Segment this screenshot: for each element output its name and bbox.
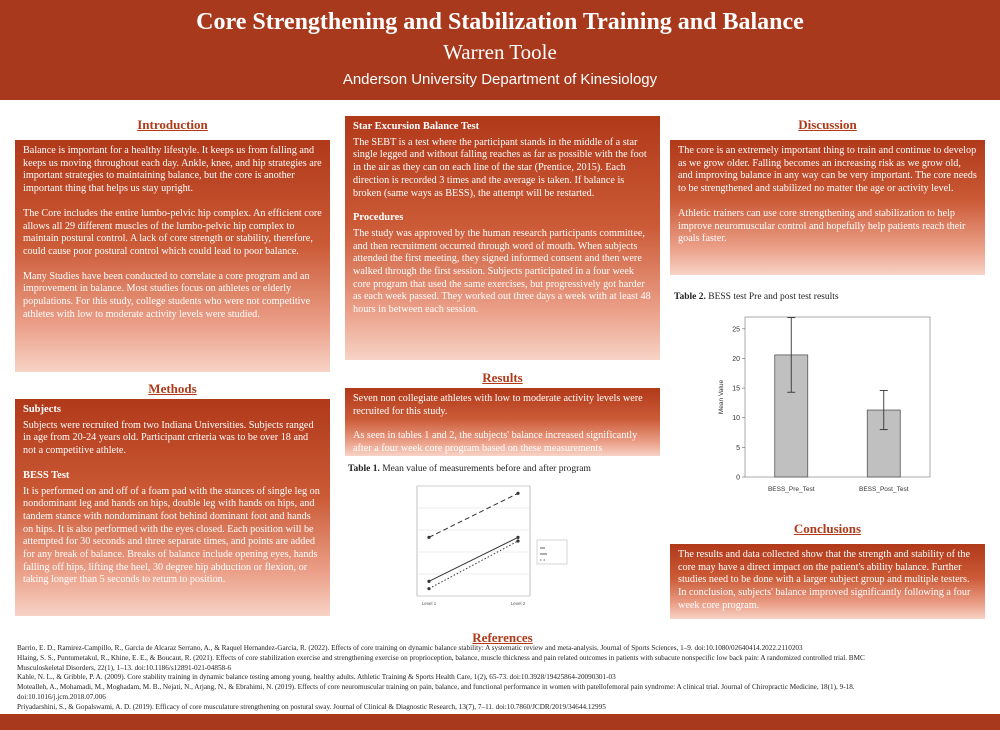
reference-item: Kahle, N. L., & Gribble, P. A. (2009). Core stability training in dynamic balance testing among young, healthy adults. Athletic Training & Sports Health Care, 1(2), 65-73. doi:10.3928/19425864-20090301-03 — [17, 673, 616, 682]
introduction-box — [15, 140, 330, 372]
discussion-box — [670, 140, 985, 275]
reference-item: Musculoskeletal Disorders, 22(1), 1–13. doi:10.1186/s12891-021-04858-6 — [17, 663, 232, 672]
star-title: Star Excursion Balance Test — [353, 121, 480, 132]
discussion-heading: Discussion — [798, 117, 857, 132]
intro-paragraph-1: Balance is important for a healthy lifestyle. It keeps us from falling and keeps us moving throughout each day. Ankle, knee, and hip strategies are important strategies to maintaining balance, but the core is another important thing that helps us stay upright. — [23, 145, 322, 195]
discussion-paragraph-1: The core is an extremely important thing to train and continue to develop as we grow older. Falling becomes an increasing risk as we grow old, and improving balance in any way can be very important. The core needs to be strengthened and stabilized no matter the age or activity level. — [678, 145, 977, 195]
poster-footer-bar — [0, 714, 1000, 730]
intro-paragraph-2: The Core includes the entire lumbo-pelvic hip complex. An efficient core allows all 29 different muscles of the lumbo-pelvic hip complex to maintain postural control. A lack of core strength or stability, therefore, could cause poor postural control which could lead to poor balance. — [23, 207, 322, 257]
table1-caption-text: Mean value of measurements before and after program — [382, 464, 591, 474]
chart1-x-tick-label: Level 1 — [421, 601, 437, 606]
reference-item: doi:10.1016/j.jcm.2018.07.006 — [17, 692, 106, 701]
poster-title: Core Strengthening and Stabilization Training and Balance — [196, 9, 804, 35]
references-list — [17, 644, 987, 713]
poster-header — [0, 0, 1000, 100]
table2-caption — [674, 292, 839, 302]
methods-box — [15, 399, 330, 616]
chart2-y-tick-label: 10 — [732, 415, 740, 423]
chart2-x-tick-label: BESS_Post_Test — [859, 486, 909, 493]
introduction-heading: Introduction — [137, 117, 208, 132]
references-heading: References — [472, 630, 533, 645]
chart2-y-tick-label: 25 — [732, 326, 740, 334]
procedures-title: Procedures — [353, 212, 404, 224]
reference-item: Hlaing, S. S., Puntumetakul, R., Khine, E. E., & Boucaut, R. (2021). Effects of core stabilization exercise and strengthening exercise on proprioception, balance, muscle thickness and pain related outcomes in patients with subacute nonspecific low back pain: A randomized controlled trial. BMC — [17, 653, 865, 662]
chart2-y-axis-label: Mean Value — [718, 379, 725, 415]
chart1-data-point — [427, 587, 430, 590]
results-text-1: Seven non collegiate athletes with low to moderate activity levels were recruited for this study. — [353, 393, 643, 417]
chart2-y-tick-label: 15 — [732, 385, 740, 393]
discussion-paragraph-2: Athletic trainers can use core strengthening and stabilization to help improve neuromuscular control and hopefully help patients reach their goals faster. — [678, 207, 966, 245]
table2-bar-chart — [700, 312, 940, 502]
reference-item: Motealleh, A., Mohamadi, M., Moghadam, M. B., Nejati, N., Arjang, N., & Ebrahimi, N. (2019). Effects of core neuromuscular training on pain, balance, and functional performance in women with patellofemoral pain syndrome: A clinical trial. Journal of Chiropractic Medicine, 18(1), 9-18. — [17, 683, 855, 692]
chart2-y-tick-label: 20 — [732, 355, 740, 363]
results-text-2: As seen in tables 1 and 2, the subjects' balance increased significantly after a four week core program based on these measurements — [353, 430, 638, 455]
table2-label: Table 2. — [674, 292, 706, 302]
results-box — [345, 388, 660, 456]
chart1-data-point — [427, 580, 430, 583]
results-heading: Results — [482, 370, 523, 385]
conclusions-box — [670, 544, 985, 619]
chart1-legend — [537, 540, 567, 564]
intro-paragraph-3: Many Studies have been conducted to correlate a core program and an improvement in balance. Most studies focus on athletes or elderly populations. For this study, college students who were not competitive athletes with low to moderate activity levels were studied. — [23, 270, 311, 320]
reference-item: Barrio, E. D., Ramirez-Campillo, R., Garcia de Alcaraz Serrano, A., & Raquel Hernandez-García, R. (2022). Effects of core training on dynamic balance stability: A systematic review and meta-analysis. Journal of Sports Sciences, 1–9. doi:10.1080/02640414.2022.2110203 — [17, 644, 803, 652]
chart1-data-point — [516, 536, 519, 539]
reference-item: Priyadarshini, S., & Gopalswami, A. D. (2019). Efficacy of core musculature strengthening on postural sway. Journal of Clinical & Diagnostic Research, 13(7), 7–11. doi:10.7860/JCDR/2019/34644.12995 — [17, 702, 606, 711]
chart1-data-point — [516, 492, 519, 495]
methods-heading: Methods — [148, 381, 197, 396]
chart2-y-tick-label: 0 — [736, 474, 740, 482]
poster-department: Anderson University Department of Kinesiology — [342, 71, 658, 88]
table1-line-chart — [395, 478, 575, 618]
chart1-data-point — [516, 539, 519, 542]
chart2-plot-area — [745, 317, 930, 477]
chart1-x-tick-label: Level 2 — [510, 601, 526, 606]
chart2-y-tick-label: 5 — [736, 444, 740, 452]
star-text: The SEBT is a test where the participant stands in the middle of a star single legged and without falling reaches as far as possible with the foot in the air as they can on each line of the star (Prentice, 2015). Each direction is recorded 3 times and the average is taken. If balance is broken (same ways as BESS), the attempt will be restarted. — [353, 136, 647, 199]
table2-caption-text: BESS test Pre and post test results — [708, 292, 839, 302]
conclusions-heading: Conclusions — [793, 521, 862, 536]
table1-label: Table 1. — [348, 464, 380, 474]
chart2-x-tick-label: BESS_Pre_Test — [767, 486, 815, 493]
chart1-data-point — [427, 536, 430, 539]
poster-author: Warren Toole — [443, 40, 557, 64]
bess-title: BESS Test — [23, 469, 70, 481]
conclusions-text: The results and data collected show that the strength and stability of the core may have a direct impact on the patient's ability balance. Further studies need to be done with a larger subject group and multiple testers. In conclusion, subjects' balance improved significantly following a four week core program. — [678, 549, 971, 611]
subjects-title: Subjects — [23, 404, 61, 415]
procedures-text: The study was approved by the human research participants committee, and then recruitment occurred through word of mouth. When subjects attended the first meeting, they signed informed consent and then were walked through the first session. Subjects participated in a four week core program that used the same exercises, but progressively got harder as each week passed. They worked out three days a week with at least 48 hours in between each session. — [353, 227, 651, 316]
chart1-plot-area — [417, 486, 530, 596]
table1-caption — [348, 464, 591, 474]
star-procedures-box — [345, 116, 660, 360]
bess-text: It is performed on and off of a foam pad with the stances of single leg on nondominant leg and hands on hips, double leg with hands on hips, and tandem stance with nondominant foot behind dominant foot and hands on hips. It is also performed with the eyes closed. Each position will be attempted for 30 seconds and three separate times, and points are added for any break of balance. Breaks of balance include opening eyes, hands falling off hips, lifting the heel, 30 degree hip abduction or flexion, or taking longer than 5 seconds to return to position. — [23, 485, 320, 586]
subjects-text: Subjects were recruited from two Indiana Universities. Subjects ranged in age from 20-24 years old. Participant criteria was to be over 18 and not a competitive athlete. — [23, 419, 314, 457]
